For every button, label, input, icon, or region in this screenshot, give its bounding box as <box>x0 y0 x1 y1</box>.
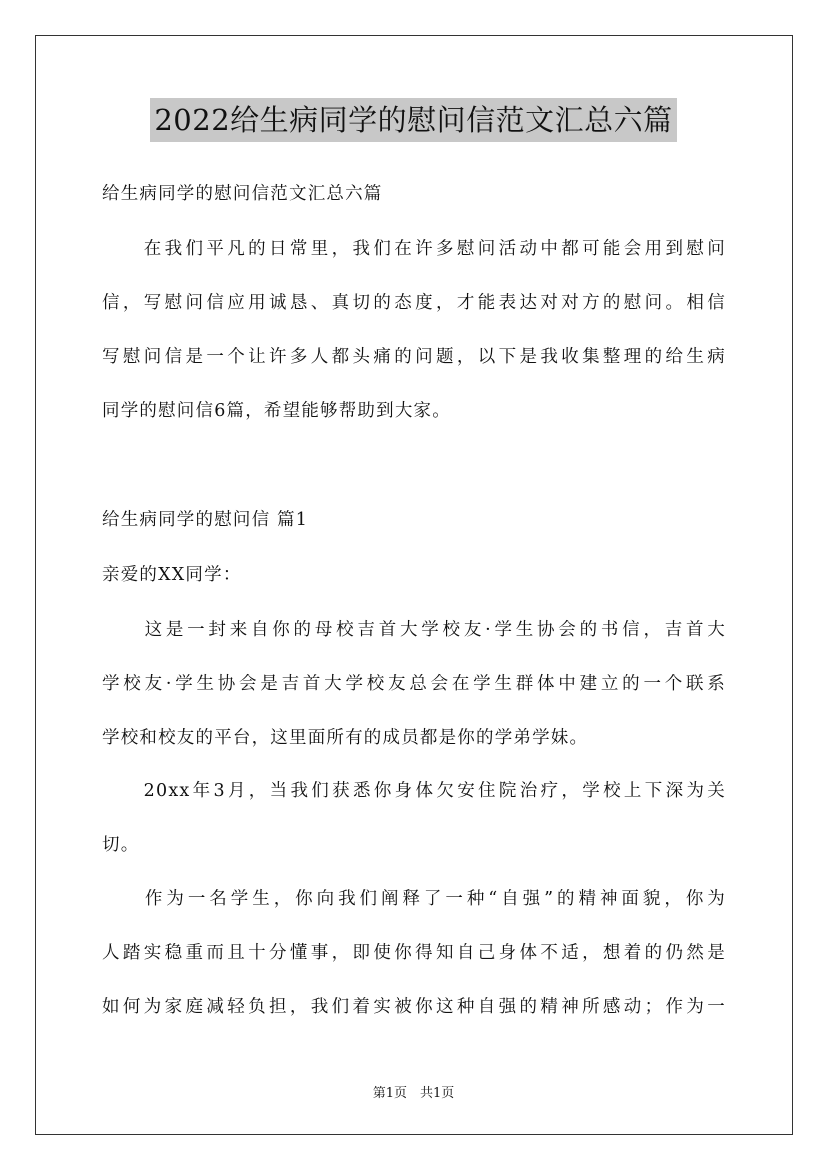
intro-line: 在我们平凡的日常里，我们在许多慰问活动中都可能会用到慰问 <box>102 239 726 259</box>
subtitle: 给生病同学的慰问信范文汇总六篇 <box>102 184 383 204</box>
section-heading: 给生病同学的慰问信 篇1 <box>102 510 309 530</box>
intro-line: 信，写慰问信应用诚恳、真切的态度，才能表达对对方的慰问。相信 <box>102 293 726 313</box>
paragraph-line: 切。 <box>102 835 140 855</box>
paragraph-line: 这是一封来自你的母校吉首大学校友·学生协会的书信，吉首大 <box>102 620 726 640</box>
paragraph-line: 学校和校友的平台，这里面所有的成员都是你的学弟学妹。 <box>102 728 589 748</box>
paragraph-line: 人踏实稳重而且十分懂事，即使你得知自己身体不适，想着的仍然是 <box>102 943 726 963</box>
intro-line: 写慰问信是一个让许多人都头痛的问题，以下是我收集整理的给生病 <box>102 347 726 367</box>
paragraph-line: 20xx年3月，当我们获悉你身体欠安住院治疗，学校上下深为关 <box>102 781 726 801</box>
intro-line: 同学的慰问信6篇，希望能够帮助到大家。 <box>102 401 451 421</box>
paragraph-line: 如何为家庭减轻负担，我们着实被你这种自强的精神所感动；作为一 <box>102 997 726 1017</box>
greeting: 亲爱的XX同学： <box>102 565 242 585</box>
title-container <box>0 98 827 142</box>
paragraph-line: 作为一名学生，你向我们阐释了一种“自强”的精神面貌，你为 <box>102 889 726 909</box>
document-title: 2022给生病同学的慰问信范文汇总六篇 <box>150 98 676 142</box>
page-footer: 第1页 共1页 <box>372 1086 455 1101</box>
paragraph-line: 学校友·学生协会是吉首大学校友总会在学生群体中建立的一个联系 <box>102 674 726 694</box>
